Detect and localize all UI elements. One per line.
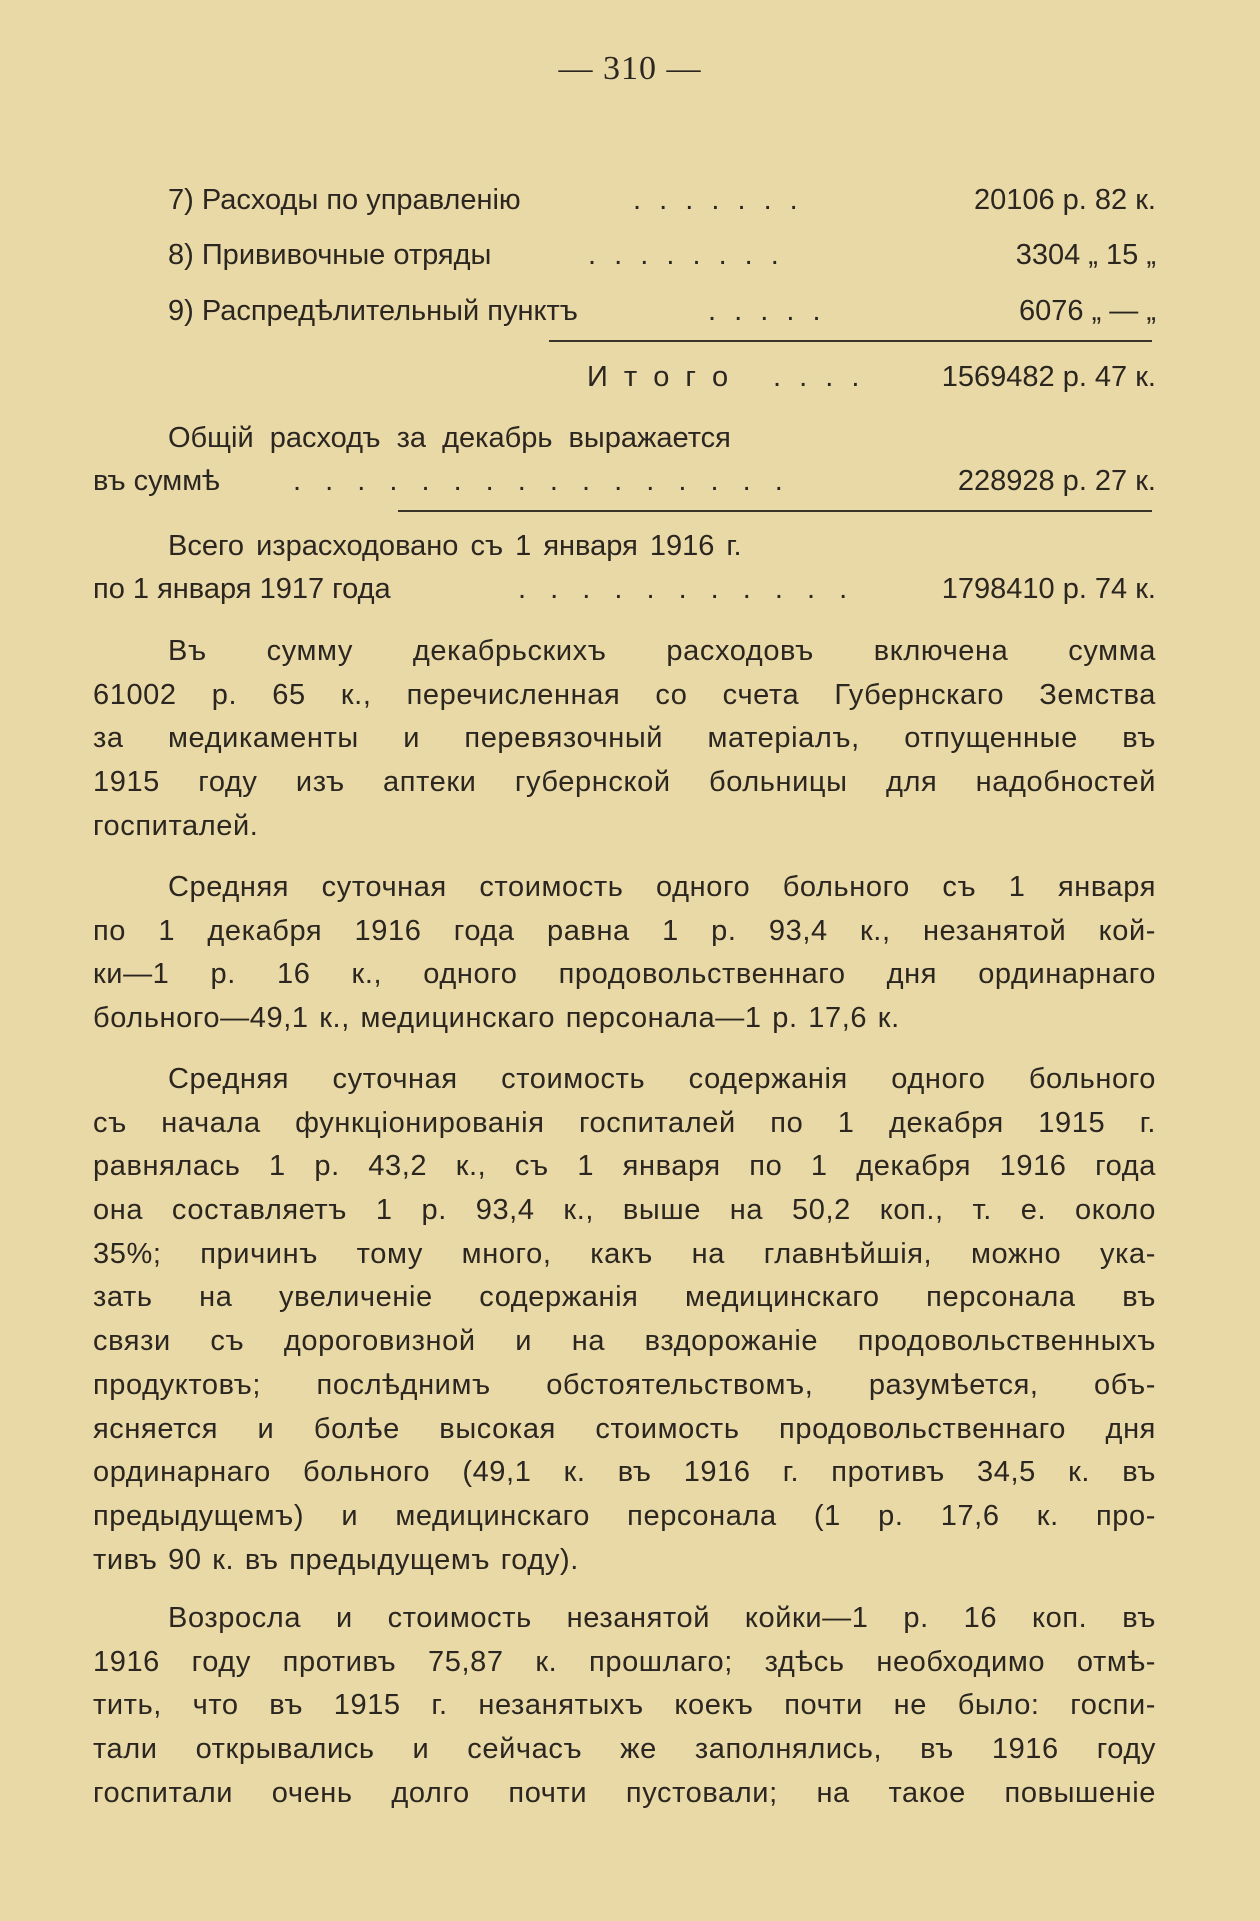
leader-dots: . . . . . . . . . . . (518, 573, 856, 605)
text-line: ясняется и болѣе высокая стоимость продовольственнаго дня (93, 1412, 1156, 1445)
text-line: по 1 декабря 1916 года равна 1 р. 93,4 к., незанятой кой- (93, 914, 1156, 947)
leader-dots: . . . . . . . . . . . . . . . . (293, 465, 791, 497)
paragraph (93, 1058, 1156, 1582)
ledger-label: 9) Распредѣлительный пунктъ (168, 295, 578, 327)
leader-dots: . . . . . . . (633, 184, 803, 216)
ledger-label: 7) Расходы по управленію (168, 184, 521, 216)
year-total-row (93, 567, 1156, 611)
paragraph (93, 866, 1156, 1041)
text-line: Средняя суточная стоимость содержанія одного больного (168, 1063, 1156, 1095)
paragraph (93, 1597, 1156, 1815)
text-line: равнялась 1 р. 43,2 к., съ 1 января по 1 декабря 1916 года (93, 1150, 1156, 1183)
paragraph (93, 630, 1156, 848)
total-amount: 1569482 р. 47 к. (941, 361, 1156, 393)
text-line: госпитали очень долго почти пустовали; на такое повышеніе (93, 1776, 1156, 1809)
text-line: Въ сумму декабрьскихъ расходовъ включена сумма (168, 635, 1156, 667)
text-line: 1916 году противъ 75,87 к. прошлаго; здѣсь необходимо отмѣ- (93, 1645, 1156, 1678)
ledger-row (168, 178, 1156, 222)
ledger-label: 8) Прививочные отряды (168, 239, 492, 271)
page-number: — 310 — (558, 50, 702, 87)
year-total-line-1 (93, 524, 1156, 568)
december-line-1 (93, 416, 1156, 460)
december-amount: 228928 р. 27 к. (957, 465, 1156, 497)
year-total-label-2: по 1 января 1917 года (93, 573, 391, 605)
text-line: предыдущемъ) и медицинскаго персонала (1 р. 17,6 к. про- (93, 1499, 1156, 1532)
text-line: зать на увеличеніе содержанія медицинскаго персонала въ (93, 1281, 1156, 1314)
december-row (93, 459, 1156, 503)
text-line: тали открывались и сейчасъ же заполнялись, въ 1916 году (93, 1733, 1156, 1766)
ledger-amount: 3304 „ 15 „ (1015, 239, 1156, 271)
text-line: Возросла и стоимость незанятой койки—1 р. 16 коп. въ (168, 1602, 1156, 1634)
ledger-row (168, 233, 1156, 277)
text-line: 1915 году изъ аптеки губернской больницы для надобностей (93, 766, 1156, 799)
text-line: 61002 р. 65 к., перечисленная со счета Губернскаго Земства (93, 678, 1156, 711)
text-line: Средняя суточная стоимость одного больного съ 1 января (168, 871, 1156, 903)
leader-dots: . . . . . (708, 295, 826, 327)
text-line: она составляетъ 1 р. 93,4 к., выше на 50,2 коп., т. е. около (93, 1194, 1156, 1227)
total-row (93, 355, 1156, 399)
ledger-row (168, 289, 1156, 333)
text-line: тить, что въ 1915 г. незанятыхъ коекъ почти не было: госпи- (93, 1689, 1156, 1722)
december-rule (398, 510, 1152, 512)
text-line: госпиталей. (93, 809, 259, 842)
text-line: продуктовъ; послѣднимъ обстоятельствомъ, разумѣется, объ- (93, 1368, 1156, 1401)
text-line: тивъ 90 к. въ предыдущемъ году). (93, 1543, 579, 1576)
leader-dots: . . . . (773, 361, 865, 393)
text-line: ки—1 р. 16 к., одного продовольственнаго дня ординарнаго (93, 958, 1156, 991)
leader-dots: . . . . . . . . (588, 239, 784, 271)
total-rule (549, 340, 1152, 342)
text-line: за медикаменты и перевязочный матеріалъ, отпущенные въ (93, 722, 1156, 755)
text-line: ординарнаго больного (49,1 к. въ 1916 г. противъ 34,5 к. въ (93, 1456, 1156, 1489)
text-line: съ начала функціонированія госпиталей по 1 декабря 1915 г. (93, 1106, 1156, 1139)
year-total-amount: 1798410 р. 74 к. (941, 573, 1156, 605)
ledger-amount: 6076 „ — „ (1019, 295, 1156, 327)
text-line: больного—49,1 к., медицинскаго персонала—1 р. 17,6 к. (93, 1002, 900, 1035)
text-line: связи съ дороговизной и на вздорожаніе продовольственныхъ (93, 1325, 1156, 1358)
total-label: И т о г о (587, 361, 733, 393)
text-line: 35%; причинъ тому много, какъ на главнѣйшія, можно ука- (93, 1237, 1156, 1270)
year-total-label: Всего израсходовано съ 1 января 1916 г. (168, 530, 742, 562)
december-label-2: въ суммѣ (93, 465, 220, 497)
december-label: Общій расходъ за декабрь выражается (168, 422, 731, 454)
ledger-amount: 20106 р. 82 к. (973, 184, 1156, 216)
